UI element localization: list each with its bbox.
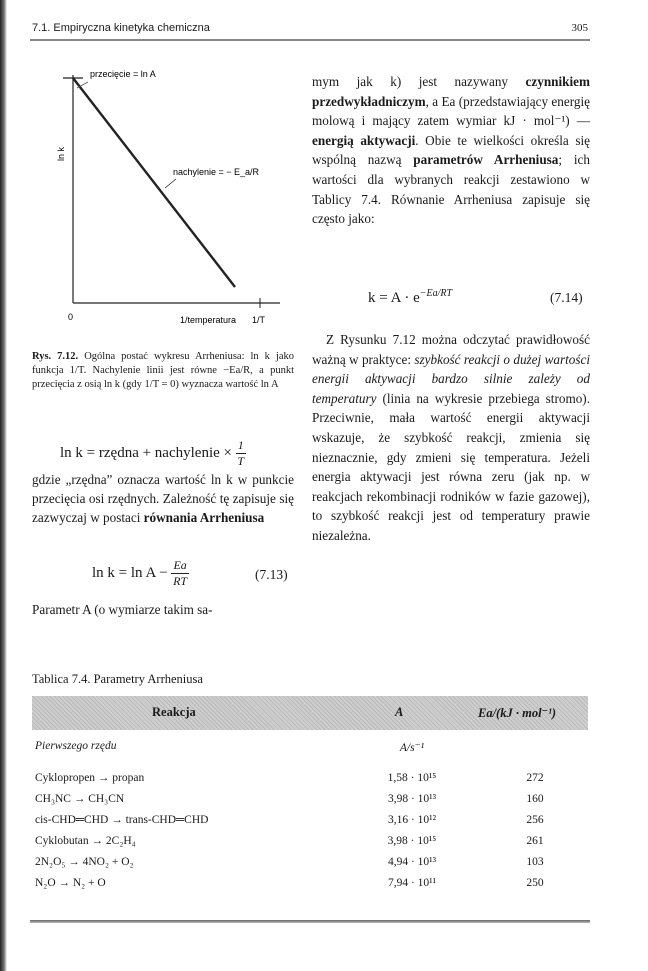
- right-paragraph-2: Z Rysunku 7.12 można odczytać prawidłowość ważną w praktyce: szybkość reakcji o dużej wartości energii aktywacji bardzo silnie zależy od temperatury (linia na wykresie przebiega stromo). Przeciwnie, mała wartość energii aktywacji wskazuje, że szybkość reakcji, zmienia się nieznacznie, gdy zmieni się temperatura. Jeżeli energia aktywacji jest równa zeru (jak np. w reakcjach rekombinacji rodników w fazie gazowej), to szybkość reakcji jest od temperatury prawie niezależna.: [312, 332, 590, 543]
- arrhenius-plot: [30, 55, 290, 335]
- equation-number-7-13: (7.13): [255, 567, 288, 582]
- table-row: Cyklobutan → 2C₂H₄ 3,98 · 10¹⁵ 261: [35, 835, 544, 847]
- left-paragraph-1: gdzie „rzędna” oznacza wartość ln k w punkcie przecięcia osi rzędnych. Zależność tę zapisuje się zazwyczaj w postaci równania Arrheniusa: [32, 472, 294, 525]
- arrhenius-line: [73, 78, 235, 287]
- slope-pointer: [165, 179, 176, 188]
- term-preexponential-factor: czynnikiem przedwykładniczym: [312, 74, 591, 109]
- fraction-1-over-T: $\frac{1}{T}$: [237, 438, 245, 468]
- right-paragraph-1: mym jak k) jest nazywany czynnikiem przedwykładniczym, a Ea (przedstawiający energię molową i mający zatem wymiar kJ · mol⁻¹) — energią aktywacji. Obie te wielkości określa się wspólną nazwą parametrów Arrheniusa; ich wartości dla wybranych reakcji zestawiono w Tablicy 7.4. Równanie Arrheniusa zapisuje się często jako:: [312, 74, 591, 227]
- term-activation-energy: energią aktywacji: [312, 132, 416, 148]
- intercept-label: przecięcie = ln A: [90, 69, 156, 79]
- caption-number: Rys. 7.12.: [32, 351, 79, 362]
- x-end-label: 1/T: [252, 315, 266, 325]
- col-A: A: [395, 705, 404, 719]
- table-row: Cyklopropen → propan 1,58 · 10¹⁵ 272: [35, 772, 544, 784]
- table-row: CH₃NC → CH₃CN 3,98 · 10¹³ 160: [35, 793, 544, 805]
- caption-text: Ogólna postać wykresu Arrheniusa: ln k jako funkcja 1/T. Nachylenie linii jest równe −Ea/R, a punkt przecięcia z osią ln k (gdy 1/T = 0) wyznacza wartość ln A: [32, 351, 295, 390]
- table-row: 2N₂O₅ → 4NO₂ + O₂ 4,94 · 10¹³ 103: [35, 856, 544, 868]
- x-axis-label: 1/temperatura: [180, 315, 237, 325]
- table-subheader: Pierwszego rzędu A/s⁻¹: [35, 740, 425, 754]
- equation-7-14: $k = A \cdot e^{-Ea/RT}$: [368, 288, 453, 306]
- section-title: 7.1. Empiryczna kinetyka chemiczna: [32, 22, 210, 34]
- running-header: [32, 22, 588, 38]
- table-title: Tablica 7.4. Parametry Arrheniusa: [32, 672, 203, 686]
- left-paragraph-2: Parametr A (o wymiarze takim sa-: [32, 602, 213, 617]
- fraction-Ea-over-RT: $\frac{Ea}{RT}$: [173, 558, 188, 588]
- y-axis-label: ln k: [56, 146, 66, 161]
- col-Ea: Ea/(kJ · mol⁻¹): [478, 706, 557, 720]
- table-header: [32, 696, 588, 730]
- book-spine-shadow: [0, 0, 7, 971]
- page-number: 305: [571, 22, 588, 34]
- col-reaction: Reakcja: [152, 705, 196, 719]
- italic-statement: szybkość reakcji o dużej wartości energii aktywacji bardzo silnie zależy od temperatury: [312, 351, 590, 406]
- term-arrhenius-parameters: parametrów Arrheniusa: [413, 152, 559, 168]
- equation-7-13: ln k = ln A − $\frac{Ea}{RT}$: [92, 558, 188, 588]
- table-row: cis-CHD═CHD → trans-CHD═CHD 3,16 · 10¹² 256: [35, 814, 544, 826]
- header-rule: [30, 39, 590, 41]
- equation-lnk-intercept: ln k = rzędna + nachylenie × $\frac{1}{T}$: [60, 438, 245, 468]
- bottom-rule: [30, 920, 590, 923]
- term-arrhenius-equation: równania Arrheniusa: [143, 510, 265, 525]
- table-row: N₂O → N₂ + O 7,94 · 10¹¹ 250: [35, 877, 544, 889]
- figure-caption: [32, 350, 294, 392]
- origin-label: 0: [68, 312, 74, 322]
- slope-label: nachylenie = − E_a/R: [173, 167, 260, 177]
- equation-number-7-14: (7.14): [550, 290, 583, 305]
